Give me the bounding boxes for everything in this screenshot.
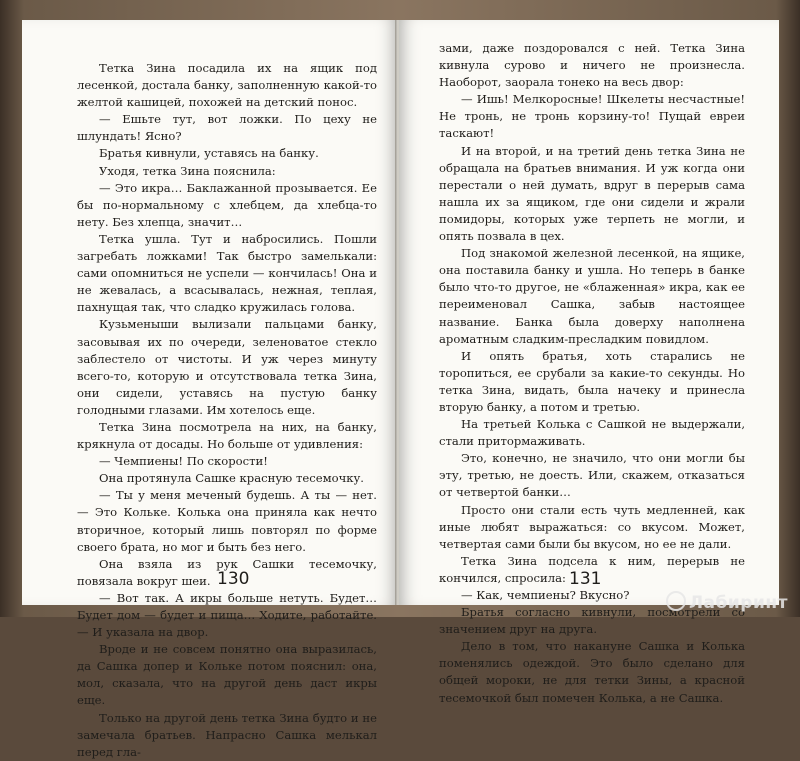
page-number: 130 xyxy=(217,569,250,589)
paragraph: Это, конечно, не значило, что они могли бы эту, третью, не доесть. Или, скажем, отказаться от четвертой банки… xyxy=(439,451,745,500)
paragraph: Уходя, тетка Зина пояснила: xyxy=(99,163,276,178)
paragraph: Тетка Зина подсела к ним, перерыв не кончился, спросила: xyxy=(439,553,745,585)
paragraph: — Как, чемпиены? Вкусно? xyxy=(461,588,630,602)
paragraph: — Ешьте тут, вот ложки. По цеху не шлундать! Ясно? xyxy=(77,112,377,144)
paragraph: Она протянула Сашке красную тесемочку. xyxy=(99,471,364,486)
labirint-logo-icon xyxy=(666,591,686,611)
paragraph: — Вот так. А икры больше нетуть. Будет… Будет дом — будет и пища… Ходите, работайте. — И указала на двор. xyxy=(77,590,377,640)
paragraph: Братья согласно кивнули, посмотрели со значением друг на друга. xyxy=(439,605,745,637)
paragraph: Тетка Зина посадила их на ящик под лесенкой, достала банку, заполненную какой-то желтой кашицей, похожей на детский понос. xyxy=(77,61,377,110)
paragraph: Она взяла из рук Сашки тесемочку, повязала вокруг шеи. xyxy=(77,556,377,588)
paragraph: Братья кивнули, уставясь на банку. xyxy=(99,146,319,161)
paragraph: Тетка Зина посмотрела на них, на банку, крякнула от досады. Но больше от удивления: xyxy=(77,419,377,452)
watermark-text: Лабиринт xyxy=(688,593,788,613)
paragraph: Только на другой день тетка Зина будто и не замечала братьев. Напрасно Сашка мелькал перед гла- xyxy=(77,710,377,759)
paragraph: — Чемпиены! По скорости! xyxy=(99,454,268,469)
paragraph: Тетка ушла. Тут и набросились. Пошли загребать ложками! Так быстро замелькали: сами опомниться не успели — кончилась! Она и не жевалась, а всасывалась, нежная, теплая, пахнущая так, что сладко кружилась голова. xyxy=(77,231,377,315)
paragraph: зами, даже поздоровался с ней. Тетка Зина кивнула сурово и ничего не произнесла. Наоборот, заорала тонеко на весь двор: xyxy=(439,41,745,90)
paragraph: Дело в том, что накануне Сашка и Колька поменялись одеждой. Это было сделано для общей мороки, не для тетки Зины, а красной тесемочкой был помечен Колька, а не Сашка. xyxy=(439,639,745,705)
page-number: 131 xyxy=(569,569,602,589)
paragraph: — Ишь! Мелкоросные! Шкелеты несчастные! Не тронь, не тронь корзину-то! Пущай евреи таскают! xyxy=(439,92,745,141)
paragraph: — Ты у меня меченый будешь. А ты — нет. — Это Кольке. Колька она приняла как нечто вторичное, который лишь повторял по форме своего брата, но мог и быть без него. xyxy=(77,488,377,554)
left-page-text xyxy=(77,60,377,761)
paragraph: Кузьменыши вылизали пальцами банку, засовывая их по очереди, зеленоватое стекло заблестело от чистоты. И уж через минуту всего-то, которую и отсутствовала тетка Зина, они сидели, уставясь на пустую банку голодными глазами. Им хотелось еще. xyxy=(77,317,377,417)
paragraph: Вроде и не совсем понятно она выразилась, да Сашка допер и Кольке потом пояснил: она, мол, сказала, что на другой день даст икры еще. xyxy=(77,642,377,708)
paragraph: — Это икра… Баклажанной прозывается. Ее бы по-нормальному с хлебцем, да хлебца-то нету. Без хлепца, значит… xyxy=(77,180,377,229)
paragraph: И на второй, и на третий день тетка Зина не обращала на братьев внимания. И уж когда они перестали о ней думать, вдруг в перерыв сама нашла их за ящиком, где они сидели и жрали помидоры, которых уже терпеть не могли, и опять позвала в цех. xyxy=(439,143,745,244)
paragraph: Под знакомой железной лесенкой, на ящике, она поставила банку и ушла. Но теперь в банке было что-то другое, не «блаженная» икра, как ее переименовал Сашка, забыв настоящее название. Банка была доверху наполнена ароматным сладким-пресладким повидлом. xyxy=(439,246,745,346)
watermark xyxy=(666,591,788,613)
paragraph: Просто они стали есть чуть медленней, как иные любят выражаться: со вкусом. Может, четвертая сами были бы вкусом, но ее не дали. xyxy=(439,502,745,551)
paragraph: На третьей Колька с Сашкой не выдержали, стали притормаживать. xyxy=(439,417,745,449)
paragraph: И опять братья, хоть старались не торопиться, ее срубали за какие-то секунды. Но тетка Зина, видать, была начеку и принесла вторую банку, а потом и третью. xyxy=(439,348,745,414)
left-page xyxy=(22,20,397,759)
right-page xyxy=(399,20,779,705)
